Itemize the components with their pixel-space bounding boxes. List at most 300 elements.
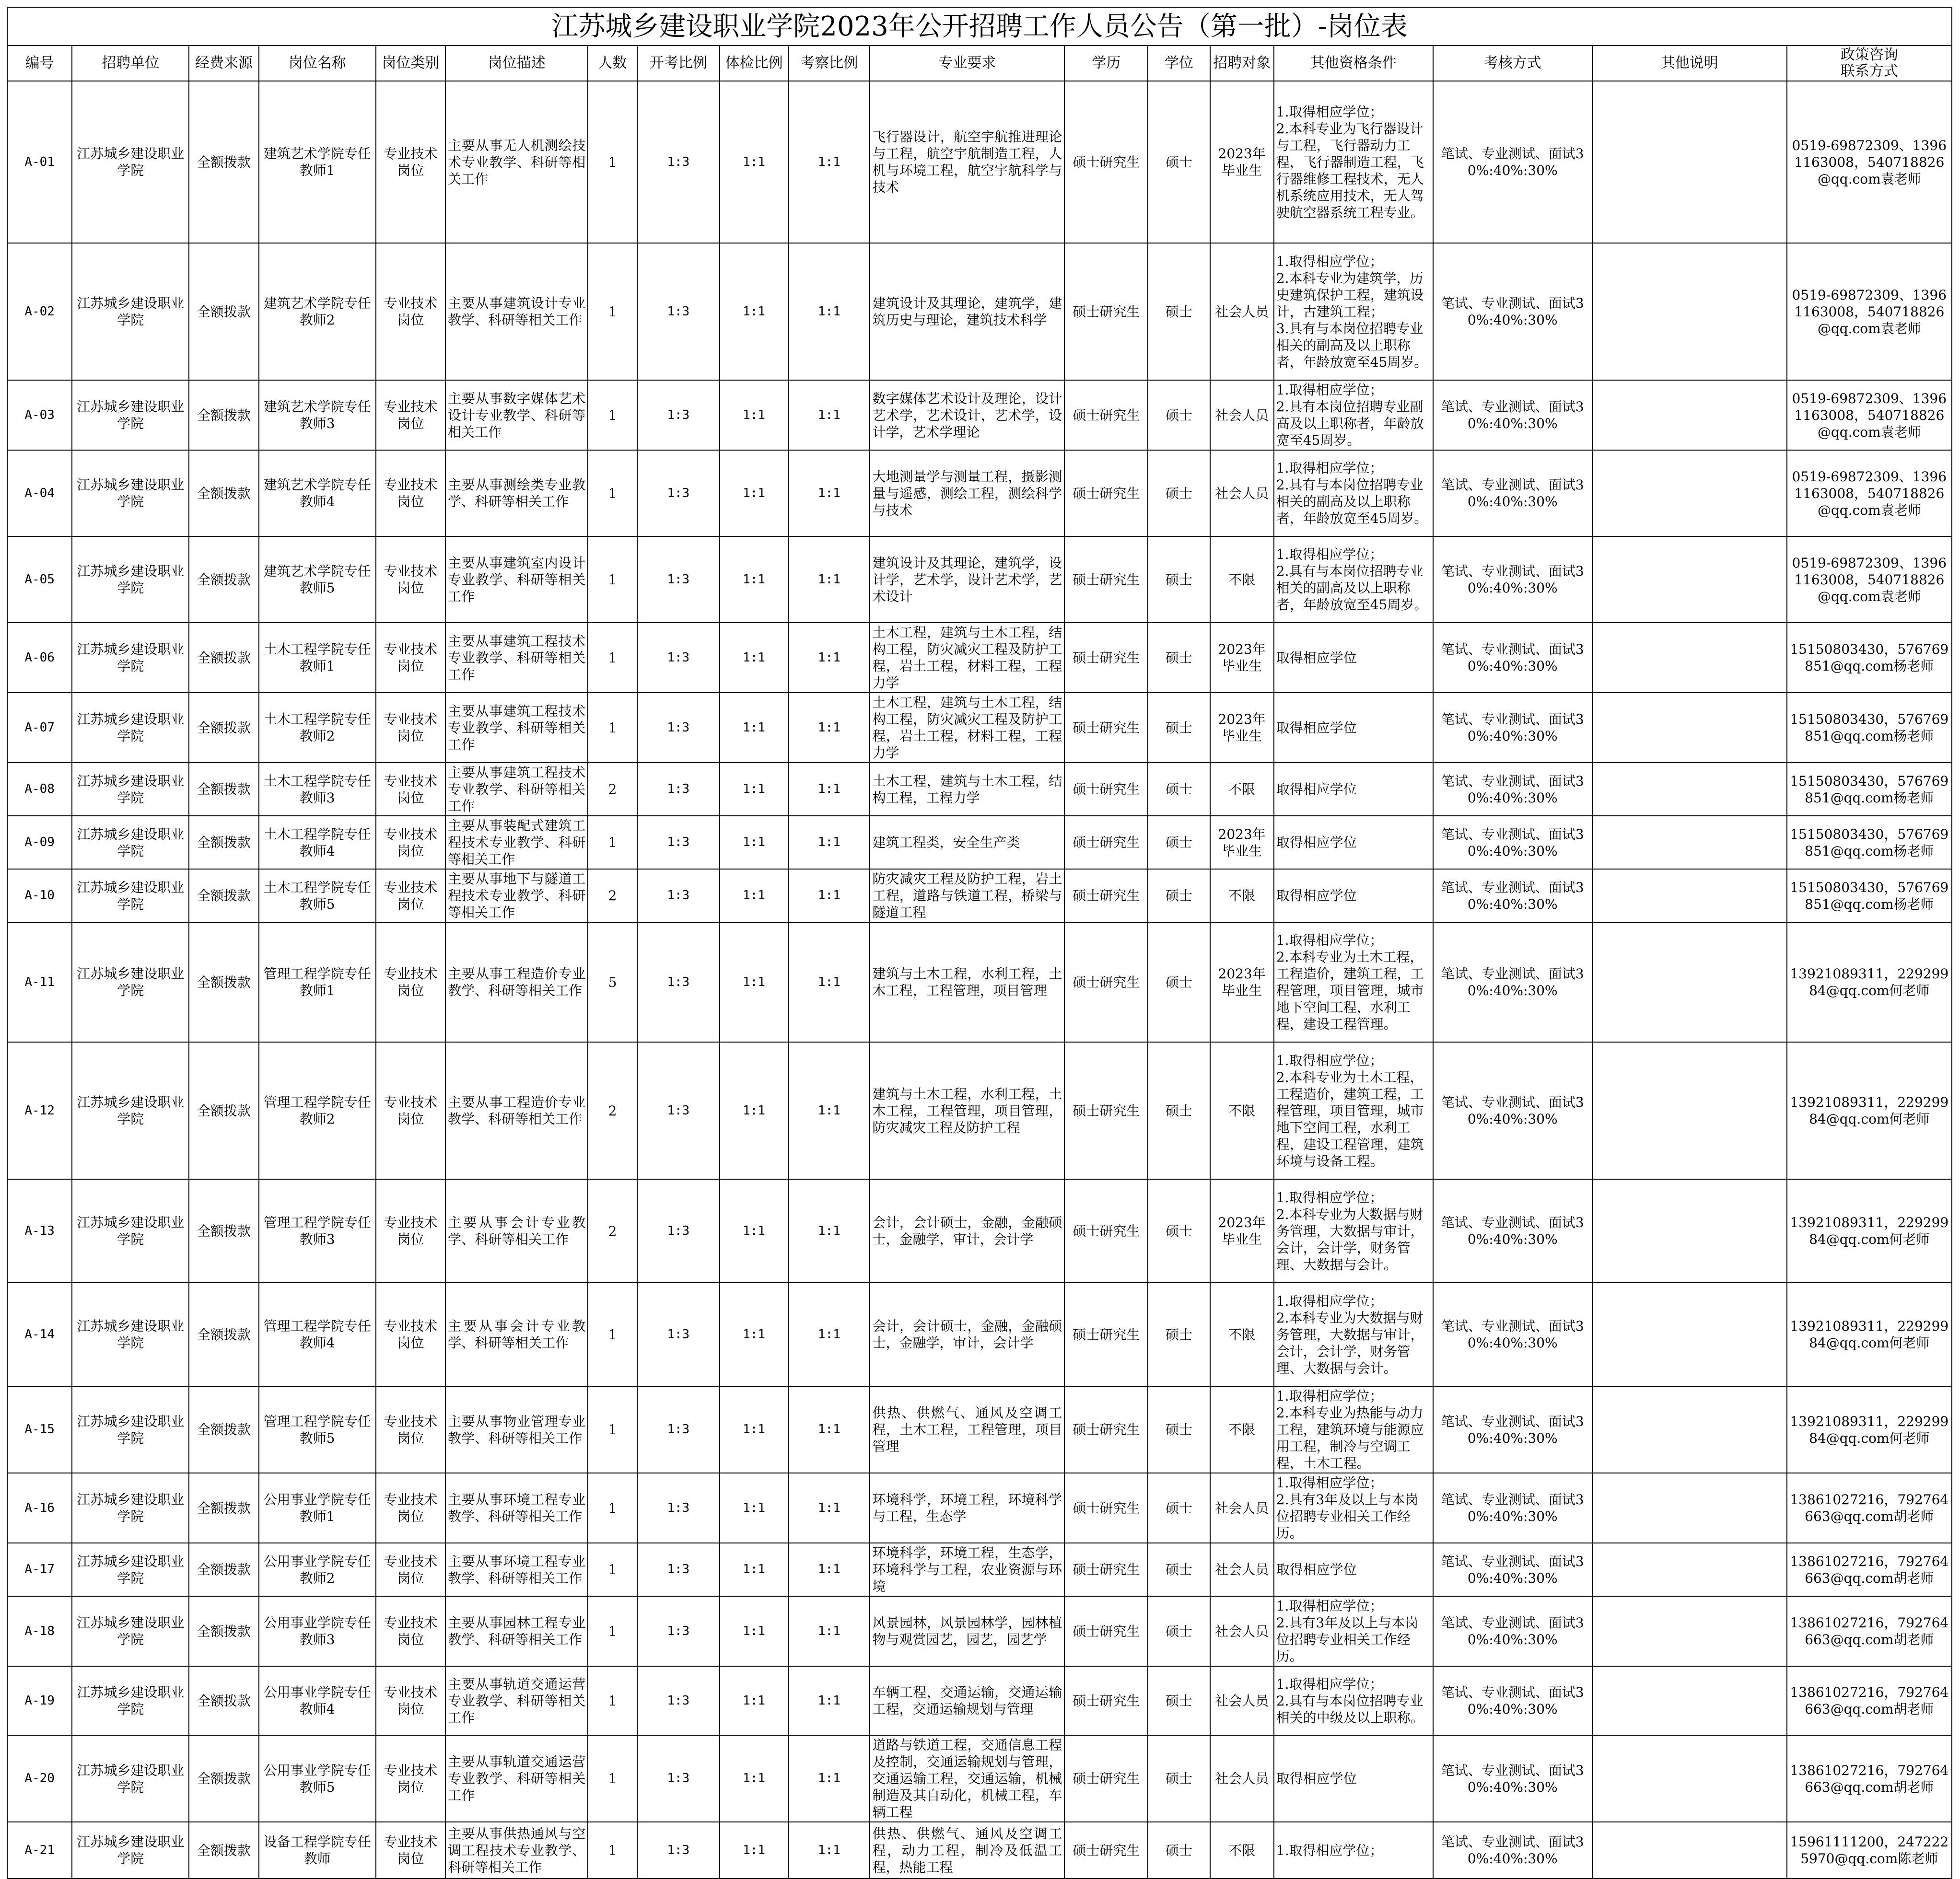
cell-degree: 硕士 [1148,693,1210,763]
cell-degree: 硕士 [1148,243,1210,380]
cell-health-ratio: 1:1 [720,763,788,816]
cell-post: 土木工程学院专任教师3 [259,763,376,816]
cell-unit: 江苏城乡建设职业学院 [72,536,189,623]
cell-target: 2023年毕业生 [1210,922,1274,1042]
cell-count: 1 [588,816,637,869]
cell-health-ratio: 1:1 [720,693,788,763]
cell-other-qualifications: 1.取得相应学位； 2.本科专业为大数据与财务管理，大数据与审计，会计，会计学，财务管理、大数据与会计。 [1274,1283,1433,1386]
cell-post: 管理工程学院专任教师2 [259,1042,376,1179]
cell-desc: 主要从事供热通风与空调工程技术专业教学、科研等相关工作 [445,1822,588,1879]
table-row [7,693,1952,763]
cell-fund: 全额拨款 [189,536,259,623]
cell-desc: 主要从事建筑设计专业教学、科研等相关工作 [445,243,588,380]
cell-education: 硕士研究生 [1064,243,1148,380]
cell-unit: 江苏城乡建设职业学院 [72,1386,189,1473]
cell-post: 建筑艺术学院专任教师1 [259,81,376,243]
cell-exam-ratio: 1:3 [637,1822,720,1879]
cell-note [1592,623,1787,693]
column-header: 考核方式 [1433,46,1592,81]
job-posting-document [7,7,1952,1879]
cell-target: 2023年毕业生 [1210,81,1274,243]
cell-health-ratio: 1:1 [720,243,788,380]
cell-count: 1 [588,243,637,380]
cell-inspect-ratio: 1:1 [788,922,870,1042]
column-header: 编号 [7,46,72,81]
cell-post: 土木工程学院专任教师1 [259,623,376,693]
cell-exam-ratio: 1:3 [637,623,720,693]
cell-category: 专业技术岗位 [376,380,446,450]
cell-other-qualifications: 取得相应学位 [1274,693,1433,763]
cell-desc: 主要从事地下与隧道工程技术专业教学、科研等相关工作 [445,869,588,922]
cell-count: 2 [588,1179,637,1283]
cell-health-ratio: 1:1 [720,922,788,1042]
cell-exam-ratio: 1:3 [637,1386,720,1473]
cell-education: 硕士研究生 [1064,922,1148,1042]
cell-category: 专业技术岗位 [376,450,446,536]
cell-id: A-15 [7,1386,72,1473]
cell-inspect-ratio: 1:1 [788,243,870,380]
cell-inspect-ratio: 1:1 [788,81,870,243]
column-header: 岗位类别 [376,46,446,81]
cell-target: 社会人员 [1210,243,1274,380]
cell-health-ratio: 1:1 [720,1386,788,1473]
cell-note [1592,869,1787,922]
cell-fund: 全额拨款 [189,1666,259,1735]
cell-major: 会计，会计硕士，金融，金融硕士，金融学，审计，会计学 [870,1179,1064,1283]
cell-major: 建筑工程类，安全生产类 [870,816,1064,869]
cell-unit: 江苏城乡建设职业学院 [72,380,189,450]
cell-contact: 13861027216，792764663@qq.com胡老师 [1787,1473,1952,1543]
cell-assessment: 笔试、专业测试、面试30%:40%:30% [1433,1666,1592,1735]
cell-post: 公用事业学院专任教师5 [259,1735,376,1822]
table-row [7,1543,1952,1596]
cell-health-ratio: 1:1 [720,1283,788,1386]
table-row [7,1386,1952,1473]
cell-desc: 主要从事工程造价专业教学、科研等相关工作 [445,922,588,1042]
cell-other-qualifications: 1.取得相应学位； 2.本科专业为热能与动力工程，建筑环境与能源应用工程，制冷与空调工程，土木工程。 [1274,1386,1433,1473]
cell-other-qualifications: 取得相应学位 [1274,869,1433,922]
cell-assessment: 笔试、专业测试、面试30%:40%:30% [1433,869,1592,922]
cell-fund: 全额拨款 [189,1822,259,1879]
cell-desc: 主要从事园林工程专业教学、科研等相关工作 [445,1596,588,1666]
cell-post: 管理工程学院专任教师1 [259,922,376,1042]
cell-contact: 13921089311，22929984@qq.com何老师 [1787,1283,1952,1386]
cell-assessment: 笔试、专业测试、面试30%:40%:30% [1433,536,1592,623]
cell-desc: 主要从事建筑工程技术专业教学、科研等相关工作 [445,763,588,816]
table-row [7,869,1952,922]
cell-contact: 15150803430，576769851@qq.com杨老师 [1787,623,1952,693]
cell-note [1592,816,1787,869]
cell-contact: 0519-69872309、13961163008，540718826@qq.com袁老师 [1787,243,1952,380]
header-row [7,46,1952,81]
column-header: 岗位名称 [259,46,376,81]
cell-unit: 江苏城乡建设职业学院 [72,81,189,243]
cell-exam-ratio: 1:3 [637,763,720,816]
cell-assessment: 笔试、专业测试、面试30%:40%:30% [1433,243,1592,380]
cell-target: 社会人员 [1210,450,1274,536]
cell-degree: 硕士 [1148,1386,1210,1473]
cell-id: A-17 [7,1543,72,1596]
cell-post: 公用事业学院专任教师2 [259,1543,376,1596]
cell-target: 社会人员 [1210,380,1274,450]
cell-count: 1 [588,1735,637,1822]
column-header: 政策咨询 联系方式 [1787,46,1952,81]
cell-assessment: 笔试、专业测试、面试30%:40%:30% [1433,1179,1592,1283]
cell-contact: 0519-69872309、13961163008，540718826@qq.com袁老师 [1787,81,1952,243]
cell-other-qualifications: 取得相应学位 [1274,1735,1433,1822]
cell-contact: 13921089311，22929984@qq.com何老师 [1787,1386,1952,1473]
cell-desc: 主要从事测绘类专业教学、科研等相关工作 [445,450,588,536]
cell-category: 专业技术岗位 [376,693,446,763]
cell-major: 风景园林，风景园林学，园林植物与观赏园艺，园艺，园艺学 [870,1596,1064,1666]
job-table [7,45,1952,1879]
cell-target: 2023年毕业生 [1210,623,1274,693]
cell-major: 建筑与土木工程，水利工程，土木工程，工程管理，项目管理 [870,922,1064,1042]
cell-major: 数字媒体艺术设计及理论，设计艺术学，艺术设计，艺术学，设计学，艺术学理论 [870,380,1064,450]
cell-count: 1 [588,1666,637,1735]
cell-post: 设备工程学院专任教师 [259,1822,376,1879]
cell-assessment: 笔试、专业测试、面试30%:40%:30% [1433,1473,1592,1543]
cell-desc: 主要从事建筑室内设计专业教学、科研等相关工作 [445,536,588,623]
cell-category: 专业技术岗位 [376,623,446,693]
cell-desc: 主要从事装配式建筑工程技术专业教学、科研等相关工作 [445,816,588,869]
cell-desc: 主要从事工程造价专业教学、科研等相关工作 [445,1042,588,1179]
cell-id: A-09 [7,816,72,869]
cell-contact: 15150803430，576769851@qq.com杨老师 [1787,693,1952,763]
cell-note [1592,1386,1787,1473]
cell-exam-ratio: 1:3 [637,536,720,623]
cell-health-ratio: 1:1 [720,1179,788,1283]
table-row [7,243,1952,380]
cell-count: 1 [588,450,637,536]
cell-fund: 全额拨款 [189,81,259,243]
cell-inspect-ratio: 1:1 [788,816,870,869]
cell-major: 大地测量学与测量工程，摄影测量与遥感，测绘工程，测绘科学与技术 [870,450,1064,536]
cell-degree: 硕士 [1148,1179,1210,1283]
cell-inspect-ratio: 1:1 [788,1473,870,1543]
cell-education: 硕士研究生 [1064,763,1148,816]
cell-id: A-01 [7,81,72,243]
cell-inspect-ratio: 1:1 [788,1666,870,1735]
cell-desc: 主要从事会计专业教学、科研等相关工作 [445,1179,588,1283]
cell-major: 环境科学，环境工程，生态学，环境科学与工程，农业资源与环境 [870,1543,1064,1596]
cell-degree: 硕士 [1148,450,1210,536]
cell-degree: 硕士 [1148,763,1210,816]
cell-fund: 全额拨款 [189,623,259,693]
cell-note [1592,922,1787,1042]
cell-contact: 13861027216，792764663@qq.com胡老师 [1787,1735,1952,1822]
table-body [7,81,1952,1879]
cell-target: 社会人员 [1210,1473,1274,1543]
cell-note [1592,1666,1787,1735]
cell-count: 1 [588,380,637,450]
cell-contact: 15150803430，576769851@qq.com杨老师 [1787,869,1952,922]
cell-count: 5 [588,922,637,1042]
cell-count: 2 [588,763,637,816]
cell-degree: 硕士 [1148,1666,1210,1735]
cell-fund: 全额拨款 [189,1042,259,1179]
cell-desc: 主要从事物业管理专业教学、科研等相关工作 [445,1386,588,1473]
cell-post: 公用事业学院专任教师1 [259,1473,376,1543]
cell-education: 硕士研究生 [1064,1283,1148,1386]
cell-fund: 全额拨款 [189,693,259,763]
cell-health-ratio: 1:1 [720,1596,788,1666]
cell-fund: 全额拨款 [189,1735,259,1822]
cell-major: 防灾减灾工程及防护工程，岩土工程，道路与铁道工程，桥梁与隧道工程 [870,869,1064,922]
cell-inspect-ratio: 1:1 [788,450,870,536]
cell-category: 专业技术岗位 [376,763,446,816]
cell-id: A-06 [7,623,72,693]
cell-major: 环境科学，环境工程，环境科学与工程，生态学 [870,1473,1064,1543]
cell-exam-ratio: 1:3 [637,693,720,763]
cell-id: A-13 [7,1179,72,1283]
cell-education: 硕士研究生 [1064,623,1148,693]
cell-id: A-14 [7,1283,72,1386]
cell-assessment: 笔试、专业测试、面试30%:40%:30% [1433,763,1592,816]
cell-other-qualifications: 1.取得相应学位； 2.具有3年及以上与本岗位招聘专业相关工作经历。 [1274,1473,1433,1543]
cell-degree: 硕士 [1148,922,1210,1042]
cell-degree: 硕士 [1148,623,1210,693]
cell-education: 硕士研究生 [1064,380,1148,450]
cell-other-qualifications: 取得相应学位 [1274,623,1433,693]
cell-fund: 全额拨款 [189,922,259,1042]
cell-note [1592,1735,1787,1822]
cell-post: 建筑艺术学院专任教师3 [259,380,376,450]
cell-education: 硕士研究生 [1064,1473,1148,1543]
cell-fund: 全额拨款 [189,380,259,450]
cell-other-qualifications: 1.取得相应学位； 2.本科专业为土木工程，工程造价，建筑工程，工程管理，项目管理，城市地下空间工程，水利工程，建设工程管理，建筑环境与设备工程。 [1274,1042,1433,1179]
cell-fund: 全额拨款 [189,1283,259,1386]
cell-count: 1 [588,1473,637,1543]
cell-category: 专业技术岗位 [376,243,446,380]
cell-post: 公用事业学院专任教师3 [259,1596,376,1666]
cell-fund: 全额拨款 [189,450,259,536]
cell-inspect-ratio: 1:1 [788,693,870,763]
column-header: 其他资格条件 [1274,46,1433,81]
cell-exam-ratio: 1:3 [637,1283,720,1386]
cell-note [1592,1179,1787,1283]
cell-assessment: 笔试、专业测试、面试30%:40%:30% [1433,1042,1592,1179]
cell-education: 硕士研究生 [1064,1822,1148,1879]
cell-fund: 全额拨款 [189,816,259,869]
cell-note [1592,450,1787,536]
column-header: 人数 [588,46,637,81]
cell-unit: 江苏城乡建设职业学院 [72,1283,189,1386]
cell-inspect-ratio: 1:1 [788,763,870,816]
cell-count: 1 [588,1822,637,1879]
cell-exam-ratio: 1:3 [637,450,720,536]
cell-contact: 13921089311，22929984@qq.com何老师 [1787,1179,1952,1283]
column-header: 专业要求 [870,46,1064,81]
cell-id: A-05 [7,536,72,623]
cell-desc: 主要从事数字媒体艺术设计专业教学、科研等相关工作 [445,380,588,450]
cell-id: A-11 [7,922,72,1042]
cell-count: 2 [588,869,637,922]
cell-post: 土木工程学院专任教师5 [259,869,376,922]
cell-inspect-ratio: 1:1 [788,1822,870,1879]
cell-contact: 13921089311，22929984@qq.com何老师 [1787,922,1952,1042]
cell-fund: 全额拨款 [189,763,259,816]
cell-category: 专业技术岗位 [376,1179,446,1283]
cell-note [1592,1042,1787,1179]
cell-post: 管理工程学院专任教师3 [259,1179,376,1283]
cell-health-ratio: 1:1 [720,81,788,243]
cell-id: A-08 [7,763,72,816]
cell-inspect-ratio: 1:1 [788,1283,870,1386]
cell-education: 硕士研究生 [1064,816,1148,869]
cell-major: 会计，会计硕士，金融，金融硕士，金融学，审计，会计学 [870,1283,1064,1386]
cell-count: 1 [588,1596,637,1666]
table-row [7,816,1952,869]
cell-unit: 江苏城乡建设职业学院 [72,450,189,536]
cell-other-qualifications: 1.取得相应学位； 2.具有本岗位招聘专业副高及以上职称者，年龄放宽至45周岁。 [1274,380,1433,450]
cell-unit: 江苏城乡建设职业学院 [72,1042,189,1179]
cell-assessment: 笔试、专业测试、面试30%:40%:30% [1433,693,1592,763]
column-header: 经费来源 [189,46,259,81]
cell-category: 专业技术岗位 [376,1283,446,1386]
cell-assessment: 笔试、专业测试、面试30%:40%:30% [1433,1283,1592,1386]
cell-category: 专业技术岗位 [376,1473,446,1543]
cell-major: 道路与铁道工程，交通信息工程及控制，交通运输规划与管理，交通运输工程，交通运输，机械制造及其自动化，机械工程，车辆工程 [870,1735,1064,1822]
table-row [7,1735,1952,1822]
cell-desc: 主要从事环境工程专业教学、科研等相关工作 [445,1473,588,1543]
cell-assessment: 笔试、专业测试、面试30%:40%:30% [1433,1596,1592,1666]
cell-exam-ratio: 1:3 [637,1735,720,1822]
cell-health-ratio: 1:1 [720,536,788,623]
cell-unit: 江苏城乡建设职业学院 [72,922,189,1042]
cell-desc: 主要从事建筑工程技术专业教学、科研等相关工作 [445,623,588,693]
cell-post: 管理工程学院专任教师4 [259,1283,376,1386]
cell-category: 专业技术岗位 [376,1822,446,1879]
cell-education: 硕士研究生 [1064,693,1148,763]
cell-education: 硕士研究生 [1064,1666,1148,1735]
cell-id: A-16 [7,1473,72,1543]
cell-degree: 硕士 [1148,536,1210,623]
cell-id: A-02 [7,243,72,380]
cell-note [1592,763,1787,816]
cell-other-qualifications: 1.取得相应学位； 2.本科专业为飞行器设计与工程，飞行器动力工程，飞行器制造工程，飞行器维修工程技术，无人机系统应用技术，无人驾驶航空器系统工程专业。 [1274,81,1433,243]
cell-unit: 江苏城乡建设职业学院 [72,869,189,922]
cell-education: 硕士研究生 [1064,1042,1148,1179]
cell-exam-ratio: 1:3 [637,243,720,380]
cell-contact: 13861027216，792764663@qq.com胡老师 [1787,1543,1952,1596]
cell-inspect-ratio: 1:1 [788,536,870,623]
cell-assessment: 笔试、专业测试、面试30%:40%:30% [1433,922,1592,1042]
cell-inspect-ratio: 1:1 [788,1543,870,1596]
cell-inspect-ratio: 1:1 [788,623,870,693]
cell-major: 建筑与土木工程，水利工程，土木工程，工程管理，项目管理，防灾减灾工程及防护工程 [870,1042,1064,1179]
cell-degree: 硕士 [1148,1822,1210,1879]
cell-assessment: 笔试、专业测试、面试30%:40%:30% [1433,81,1592,243]
cell-assessment: 笔试、专业测试、面试30%:40%:30% [1433,623,1592,693]
cell-target: 不限 [1210,536,1274,623]
cell-id: A-18 [7,1596,72,1666]
cell-target: 不限 [1210,1822,1274,1879]
column-header: 开考比例 [637,46,720,81]
cell-category: 专业技术岗位 [376,1386,446,1473]
cell-note [1592,1822,1787,1879]
cell-desc: 主要从事轨道交通运营专业教学、科研等相关工作 [445,1666,588,1735]
cell-exam-ratio: 1:3 [637,1596,720,1666]
cell-post: 建筑艺术学院专任教师4 [259,450,376,536]
cell-fund: 全额拨款 [189,869,259,922]
table-row [7,763,1952,816]
cell-assessment: 笔试、专业测试、面试30%:40%:30% [1433,1386,1592,1473]
cell-contact: 15150803430，576769851@qq.com杨老师 [1787,763,1952,816]
cell-assessment: 笔试、专业测试、面试30%:40%:30% [1433,1822,1592,1879]
cell-target: 不限 [1210,1386,1274,1473]
cell-id: A-10 [7,869,72,922]
cell-unit: 江苏城乡建设职业学院 [72,1179,189,1283]
cell-major: 车辆工程，交通运输，交通运输工程，交通运输规划与管理 [870,1666,1064,1735]
cell-other-qualifications: 1.取得相应学位； 2.本科专业为大数据与财务管理，大数据与审计，会计，会计学，财务管理、大数据与会计。 [1274,1179,1433,1283]
cell-category: 专业技术岗位 [376,536,446,623]
cell-health-ratio: 1:1 [720,450,788,536]
cell-other-qualifications: 1.取得相应学位； 2.具有与本岗位招聘专业相关的中级及以上职称。 [1274,1666,1433,1735]
cell-major: 土木工程，建筑与土木工程，结构工程，工程力学 [870,763,1064,816]
table-row [7,1283,1952,1386]
cell-other-qualifications: 取得相应学位 [1274,1543,1433,1596]
cell-category: 专业技术岗位 [376,922,446,1042]
cell-inspect-ratio: 1:1 [788,380,870,450]
cell-fund: 全额拨款 [189,243,259,380]
cell-category: 专业技术岗位 [376,1735,446,1822]
table-row [7,1666,1952,1735]
cell-other-qualifications: 1.取得相应学位； 2.具有3年及以上与本岗位招聘专业相关工作经历。 [1274,1596,1433,1666]
cell-education: 硕士研究生 [1064,1596,1148,1666]
cell-other-qualifications: 取得相应学位 [1274,816,1433,869]
cell-target: 社会人员 [1210,1543,1274,1596]
cell-target: 社会人员 [1210,1666,1274,1735]
cell-id: A-07 [7,693,72,763]
cell-count: 2 [588,1042,637,1179]
column-header: 岗位描述 [445,46,588,81]
table-row [7,1596,1952,1666]
cell-education: 硕士研究生 [1064,1543,1148,1596]
cell-other-qualifications: 1.取得相应学位； 2.具有与本岗位招聘专业相关的副高及以上职称者，年龄放宽至45周岁。 [1274,536,1433,623]
cell-exam-ratio: 1:3 [637,1179,720,1283]
cell-post: 建筑艺术学院专任教师2 [259,243,376,380]
cell-health-ratio: 1:1 [720,1666,788,1735]
cell-inspect-ratio: 1:1 [788,1735,870,1822]
cell-target: 2023年毕业生 [1210,1179,1274,1283]
cell-fund: 全额拨款 [189,1596,259,1666]
cell-note [1592,1596,1787,1666]
cell-education: 硕士研究生 [1064,1386,1148,1473]
cell-id: A-03 [7,380,72,450]
cell-unit: 江苏城乡建设职业学院 [72,243,189,380]
cell-target: 不限 [1210,1283,1274,1386]
cell-target: 不限 [1210,1042,1274,1179]
cell-desc: 主要从事无人机测绘技术专业教学、科研等相关工作 [445,81,588,243]
cell-health-ratio: 1:1 [720,1042,788,1179]
cell-major: 土木工程，建筑与土木工程，结构工程，防灾减灾工程及防护工程，岩土工程，材料工程，工程力学 [870,693,1064,763]
cell-exam-ratio: 1:3 [637,1473,720,1543]
column-header: 招聘单位 [72,46,189,81]
cell-contact: 13921089311，22929984@qq.com何老师 [1787,1042,1952,1179]
cell-unit: 江苏城乡建设职业学院 [72,1822,189,1879]
cell-assessment: 笔试、专业测试、面试30%:40%:30% [1433,1735,1592,1822]
cell-exam-ratio: 1:3 [637,922,720,1042]
cell-post: 土木工程学院专任教师4 [259,816,376,869]
cell-other-qualifications: 1.取得相应学位； 2.本科专业为建筑学，历史建筑保护工程，建筑设计，古建筑工程； 3.具有与本岗位招聘专业相关的副高及以上职称者，年龄放宽至45周岁。 [1274,243,1433,380]
table-row [7,1042,1952,1179]
cell-note [1592,536,1787,623]
cell-target: 社会人员 [1210,1735,1274,1822]
table-row [7,1473,1952,1543]
cell-count: 1 [588,693,637,763]
cell-health-ratio: 1:1 [720,1822,788,1879]
